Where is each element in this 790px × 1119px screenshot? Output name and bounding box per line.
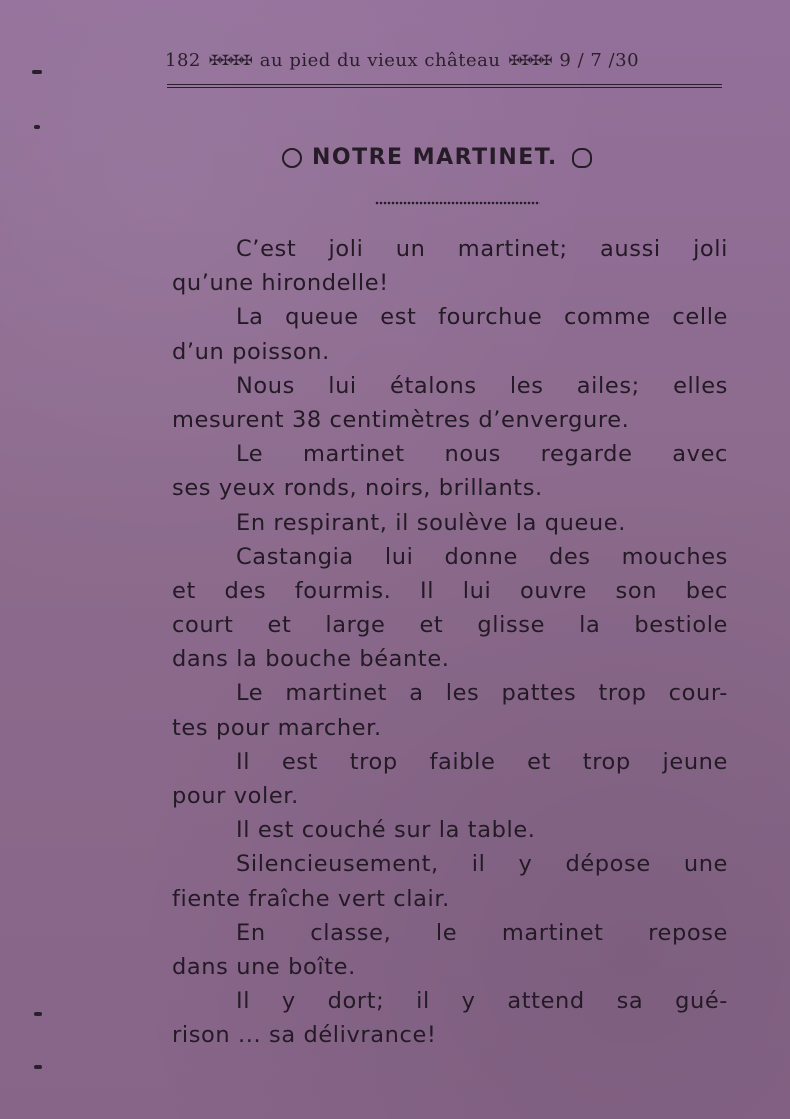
text-line: Castangia lui donne des mouches — [236, 543, 728, 570]
text-line: mesurent 38 centimètres d’envergure. — [172, 406, 630, 433]
punch-mark — [32, 70, 42, 74]
dotted-divider — [375, 200, 540, 206]
text-line: Le martinet a les pattes trop cour- — [236, 680, 728, 707]
text-line: ses yeux ronds, noirs, brillants. — [172, 475, 543, 502]
title-text: NOTRE MARTINET. — [312, 145, 558, 170]
text-line: rison ... sa délivrance! — [172, 1022, 437, 1049]
section-title: au pied du vieux château — [259, 50, 501, 71]
page-title — [272, 145, 602, 170]
header-date: 9 / 7 /30 — [559, 50, 640, 71]
text-line: Le martinet nous regarde avec — [236, 441, 728, 468]
story-text — [172, 232, 728, 1053]
text-line: tes pour marcher. — [172, 714, 382, 741]
text-line: Silencieusement, il y dépose une — [236, 851, 728, 878]
page-header — [165, 50, 725, 71]
text-line: d’un poisson. — [172, 338, 330, 365]
text-line: dans la bouche béante. — [172, 646, 450, 673]
text-line: Il est couché sur la table. — [236, 817, 536, 844]
text-line: pour voler. — [172, 783, 299, 809]
title-ornament-left — [282, 148, 302, 168]
text-line: Il est trop faible et trop jeune — [236, 748, 728, 775]
text-line: dans une boîte. — [172, 953, 356, 980]
punch-mark — [34, 1065, 42, 1069]
text-line: et des fourmis. Il lui ouvre son bec — [172, 577, 728, 604]
text-line: C’est joli un martinet; aussi joli — [236, 236, 728, 262]
text-line: Il y dort; il y attend sa gué- — [236, 988, 728, 1015]
text-line: En respirant, il soulève la queue. — [236, 509, 626, 536]
ornament-left: ✠✠✠✠ — [208, 52, 252, 69]
text-line: qu’une hirondelle! — [172, 270, 389, 297]
text-line: court et large et glisse la bestiole — [172, 612, 728, 639]
text-line: La queue est fourchue comme celle — [236, 304, 728, 331]
punch-mark — [34, 1012, 42, 1016]
punch-mark — [34, 125, 40, 129]
page-number: 182 — [165, 50, 201, 71]
title-ornament-right — [572, 148, 592, 168]
text-line: fiente fraîche vert clair. — [172, 885, 450, 912]
text-line: Nous lui étalons les ailes; elles — [236, 372, 728, 399]
header-rule — [167, 84, 722, 88]
text-line: En classe, le martinet repose — [236, 919, 728, 946]
ornament-right: ✠✠✠✠ — [508, 52, 552, 69]
